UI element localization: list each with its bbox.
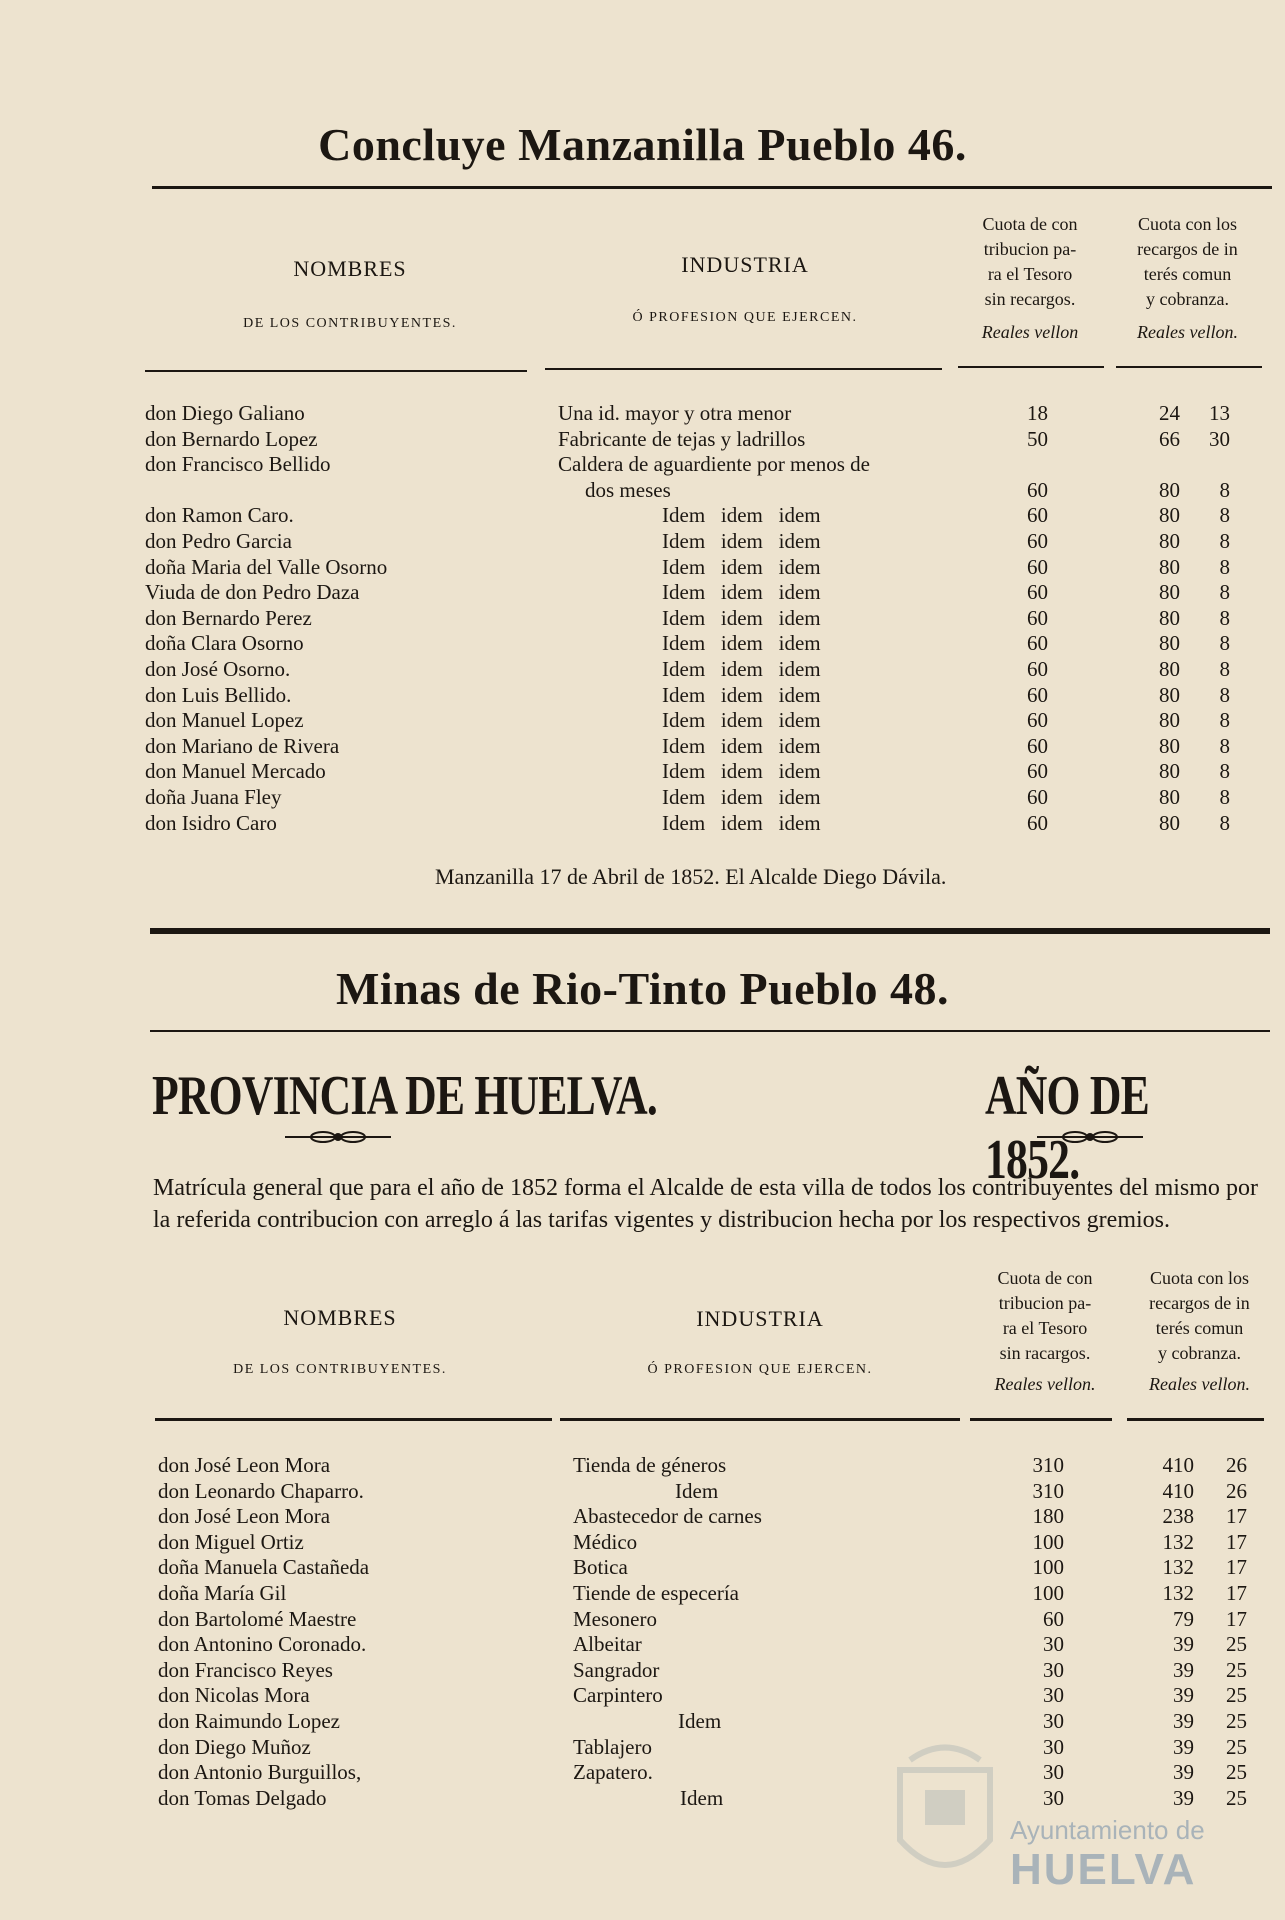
contributor-name: doña Maria del Valle Osorno — [145, 554, 388, 579]
table-row — [0, 1555, 1285, 1580]
quota2-fraction: 25 — [1226, 1657, 1247, 1682]
contributor-name: doña María Gil — [158, 1581, 287, 1605]
quota2-line: y cobranza. — [1158, 1343, 1241, 1363]
quota2-value: 80 — [1159, 554, 1180, 579]
quota1-value: 30 — [1043, 1657, 1064, 1682]
industry-cell: Tiende de especería — [573, 1581, 739, 1605]
contributor-name: don Antonino Coronado. — [158, 1632, 367, 1657]
industry-cell: Botica — [573, 1555, 628, 1580]
quota2-value: 39 — [1173, 1709, 1194, 1733]
industry-cell: Idem — [680, 1785, 724, 1810]
industry-cell: Una id. mayor y otra menor — [558, 401, 792, 425]
contributor-name: don Antonio Burguillos, — [158, 1760, 362, 1785]
contributor-name: don Mariano de Rivera — [145, 733, 340, 758]
quota2-value: 80 — [1159, 529, 1180, 553]
quota1-value: 60 — [1027, 785, 1048, 809]
quota2-fraction: 8 — [1219, 708, 1230, 733]
quota2-fraction: 8 — [1219, 657, 1230, 681]
quota2-fraction: 25 — [1226, 1734, 1247, 1759]
quota1-value: 100 — [1032, 1581, 1064, 1605]
quota2-value: 80 — [1159, 785, 1180, 809]
contributor-name: doña Manuela Castañeda — [158, 1555, 370, 1580]
quota2-value: 39 — [1173, 1632, 1194, 1657]
quota2-value: 80 — [1159, 477, 1180, 502]
title-rule — [150, 1030, 1270, 1032]
contributor-name: don Bernardo Lopez — [145, 426, 318, 451]
quota1-value: 310 — [1032, 1453, 1064, 1477]
industry-cell: Idem — [675, 1478, 719, 1503]
names-header: NOMBRES — [283, 1305, 397, 1330]
table-row — [0, 1658, 1285, 1683]
quota2-fraction: 8 — [1219, 733, 1230, 758]
contributor-name: don Raimundo Lopez — [158, 1709, 340, 1733]
table-row — [0, 555, 1285, 580]
ornament-icon — [1035, 1130, 1145, 1144]
quota2-fraction: 25 — [1226, 1760, 1247, 1785]
quota2-fraction: 8 — [1219, 477, 1230, 502]
quota1-header — [960, 212, 1100, 345]
table-row — [0, 734, 1285, 759]
quota1-value: 60 — [1027, 554, 1048, 579]
watermark-line1: Ayuntamiento de — [1010, 1815, 1205, 1845]
quota1-value: 60 — [1027, 657, 1048, 681]
quota2-fraction: 17 — [1226, 1529, 1247, 1554]
quota1-line: ra el Tesoro — [1002, 1318, 1088, 1338]
names-subheader: DE LOS CONTRIBUYENTES. — [243, 316, 457, 331]
contributor-name: doña Clara Osorno — [145, 631, 304, 656]
quota1-value: 60 — [1027, 682, 1048, 707]
industry-cell: Caldera de aguardiente por menos de — [558, 452, 870, 477]
contributor-name: don Bartolomé Maestre — [158, 1606, 357, 1631]
industry-cell: Idem idem idem — [662, 682, 821, 707]
quota1-line: Cuota de con — [982, 214, 1078, 234]
table-row — [0, 1607, 1285, 1632]
quota1-line: sin recargos. — [984, 289, 1076, 309]
quota1-value: 30 — [1043, 1785, 1064, 1810]
contributor-name: don Bernardo Perez — [145, 605, 312, 630]
quota1-unit: Reales vellon. — [994, 1374, 1096, 1394]
quota2-value: 132 — [1162, 1555, 1194, 1580]
contributor-name: don José Osorno. — [145, 657, 291, 681]
header-rule — [1127, 1418, 1264, 1421]
quota2-value: 79 — [1173, 1606, 1194, 1631]
quota1-line: tribucion pa- — [983, 239, 1077, 259]
quota2-line: terés comun — [1143, 264, 1232, 284]
industry-cell: Mesonero — [573, 1606, 657, 1631]
contributor-name: don Leonardo Chaparro. — [158, 1478, 364, 1503]
header-rule — [545, 368, 942, 370]
table-row — [0, 785, 1285, 810]
contributor-name: don Ramon Caro. — [145, 503, 294, 528]
industry-cell: Tienda de géneros — [573, 1453, 727, 1477]
province-heading: PROVINCIA DE HUELVA. — [152, 1065, 658, 1127]
header-rule — [1116, 366, 1262, 368]
quota1-value: 100 — [1032, 1529, 1064, 1554]
quota1-value: 60 — [1027, 580, 1048, 605]
table-row — [0, 631, 1285, 656]
ornament-icon — [283, 1130, 393, 1144]
quota2-header — [1127, 1266, 1272, 1397]
industry-cell: Idem idem idem — [662, 733, 821, 758]
quota1-value: 18 — [1027, 401, 1048, 425]
industry-cell: Idem idem idem — [662, 529, 821, 553]
contributor-name: don José Leon Mora — [158, 1453, 331, 1477]
quota2-value: 132 — [1162, 1581, 1194, 1605]
quota2-line: y cobranza. — [1146, 289, 1229, 309]
quota2-fraction: 25 — [1226, 1683, 1247, 1708]
quota1-value: 30 — [1043, 1683, 1064, 1708]
header-rule — [958, 366, 1104, 368]
quota1-value: 60 — [1027, 810, 1048, 835]
contributor-name: don Isidro Caro — [145, 810, 277, 835]
quota2-fraction: 8 — [1219, 580, 1230, 605]
quota2-fraction: 25 — [1226, 1785, 1247, 1810]
quota2-value: 80 — [1159, 631, 1180, 656]
quota1-value: 60 — [1027, 708, 1048, 733]
contributor-name: Viuda de don Pedro Daza — [145, 580, 360, 605]
quota1-value: 60 — [1043, 1606, 1064, 1631]
contributor-name: don Manuel Lopez — [145, 708, 304, 733]
quota2-fraction: 8 — [1219, 529, 1230, 553]
industry-subheader: Ó PROFESION QUE EJERCEN. — [647, 1362, 873, 1377]
quota2-value: 132 — [1162, 1529, 1194, 1554]
quota1-value: 310 — [1032, 1478, 1064, 1503]
table-row — [0, 503, 1285, 528]
quota1-value: 30 — [1043, 1760, 1064, 1785]
quota2-fraction: 8 — [1219, 810, 1230, 835]
contributor-name: don Diego Galiano — [145, 401, 305, 425]
quota1-header — [975, 1266, 1115, 1397]
quota1-value: 60 — [1027, 631, 1048, 656]
table-row — [0, 529, 1285, 554]
section1-title: Concluye Manzanilla Pueblo 46. — [318, 119, 967, 170]
table-row — [0, 1453, 1285, 1478]
table-row — [0, 657, 1285, 682]
quota1-line: Cuota de con — [997, 1268, 1093, 1288]
contributor-name: don Tomas Delgado — [158, 1785, 327, 1810]
industry-cell: Idem idem idem — [662, 503, 821, 528]
quota2-value: 80 — [1159, 708, 1180, 733]
quota1-line: tribucion pa- — [998, 1293, 1092, 1313]
year-heading: AÑO DE 1852. — [985, 1065, 1149, 1191]
quota2-value: 39 — [1173, 1683, 1194, 1708]
contributor-name: don José Leon Mora — [158, 1504, 331, 1529]
industry-cell: Idem idem idem — [662, 810, 821, 835]
header-rule — [145, 370, 527, 372]
contributor-name: don Nicolas Mora — [158, 1683, 310, 1708]
header-rule — [155, 1418, 552, 1421]
table-row — [0, 401, 1285, 426]
section2-title: Minas de Rio-Tinto Pueblo 48. — [336, 963, 949, 1014]
contributor-name: don Luis Bellido. — [145, 682, 292, 707]
quota2-value: 66 — [1159, 426, 1180, 451]
section-divider — [150, 928, 1270, 934]
table-row — [0, 1581, 1285, 1606]
quota1-value: 60 — [1027, 477, 1048, 502]
industry-cell: Albeitar — [573, 1632, 642, 1657]
quota1-value: 50 — [1027, 426, 1048, 451]
industry-cell: Zapatero. — [573, 1760, 653, 1785]
table-row — [0, 478, 1285, 503]
quota1-value: 60 — [1027, 733, 1048, 758]
quota2-fraction: 8 — [1219, 759, 1230, 784]
industry-subheader: Ó PROFESION QUE EJERCEN. — [632, 310, 858, 325]
quota2-value: 80 — [1159, 733, 1180, 758]
industry-header: INDUSTRIA — [681, 252, 809, 277]
quota1-value: 30 — [1043, 1632, 1064, 1657]
quota1-value: 60 — [1027, 503, 1048, 528]
quota2-value: 80 — [1159, 759, 1180, 784]
names-subheader: DE LOS CONTRIBUYENTES. — [233, 1362, 447, 1377]
industry-header: INDUSTRIA — [696, 1306, 824, 1331]
table-row — [0, 759, 1285, 784]
quota1-line: sin racargos. — [999, 1343, 1091, 1363]
quota2-fraction: 8 — [1219, 554, 1230, 579]
table-row — [0, 1504, 1285, 1529]
industry-cell: Carpintero — [573, 1683, 663, 1708]
quota1-value: 30 — [1043, 1734, 1064, 1759]
industry-cell: Abastecedor de carnes — [573, 1504, 762, 1529]
section1-footer: Manzanilla 17 de Abril de 1852. El Alcalde Diego Dávila. — [435, 864, 947, 889]
industry-cell: Tablajero — [573, 1734, 652, 1759]
table-row — [0, 708, 1285, 733]
quota1-value: 60 — [1027, 529, 1048, 553]
quota2-fraction: 13 — [1209, 401, 1230, 425]
quota2-unit: Reales vellon. — [1137, 322, 1238, 342]
quota2-fraction: 30 — [1209, 426, 1230, 451]
quota2-value: 39 — [1173, 1657, 1194, 1682]
table-row — [0, 811, 1285, 836]
quota2-value: 39 — [1173, 1760, 1194, 1785]
quota2-fraction: 17 — [1226, 1504, 1247, 1529]
contributor-name: don Diego Muñoz — [158, 1734, 311, 1759]
industry-cell: Idem idem idem — [662, 580, 821, 605]
quota2-fraction: 26 — [1226, 1478, 1247, 1503]
quota2-value: 238 — [1162, 1504, 1194, 1529]
quota2-line: terés comun — [1155, 1318, 1244, 1338]
quota2-header — [1115, 212, 1260, 345]
names-header: NOMBRES — [293, 256, 407, 281]
quota2-fraction: 17 — [1226, 1606, 1247, 1631]
quota2-value: 410 — [1162, 1478, 1194, 1503]
contributor-name: don Pedro Garcia — [145, 529, 292, 553]
quota2-value: 80 — [1159, 810, 1180, 835]
quota1-value: 100 — [1032, 1555, 1064, 1580]
quota2-value: 24 — [1159, 401, 1180, 425]
table-row — [0, 683, 1285, 708]
quota2-line: Cuota con los — [1138, 214, 1237, 234]
table-row — [0, 452, 1285, 477]
quota2-unit: Reales vellon. — [1149, 1374, 1250, 1394]
quota2-value: 80 — [1159, 605, 1180, 630]
title-rule — [152, 186, 1272, 189]
table-row — [0, 1683, 1285, 1708]
contributor-name: don Manuel Mercado — [145, 759, 326, 784]
quota1-value: 60 — [1027, 605, 1048, 630]
industry-cell: Idem idem idem — [662, 657, 821, 681]
quota2-fraction: 25 — [1226, 1709, 1247, 1733]
quota2-fraction: 17 — [1226, 1581, 1247, 1605]
industry-cell: Sangrador — [573, 1657, 660, 1682]
header-rule — [560, 1418, 960, 1421]
industry-cell: Idem idem idem — [662, 605, 821, 630]
industry-cell: Idem idem idem — [662, 759, 821, 784]
quota2-fraction: 8 — [1219, 682, 1230, 707]
quota2-value: 39 — [1173, 1734, 1194, 1759]
industry-cell: Idem idem idem — [662, 631, 821, 656]
industry-cell: Idem — [678, 1709, 722, 1733]
quota2-fraction: 8 — [1219, 605, 1230, 630]
quota2-value: 410 — [1162, 1453, 1194, 1477]
industry-cell: Idem idem idem — [662, 785, 821, 809]
quota2-line: recargos de in — [1137, 239, 1238, 259]
table-row — [0, 1530, 1285, 1555]
table-row — [0, 1479, 1285, 1504]
quota2-fraction: 8 — [1219, 785, 1230, 809]
quota2-value: 80 — [1159, 657, 1180, 681]
contributor-name: doña Juana Fley — [145, 785, 282, 809]
contributor-name: don Francisco Bellido — [145, 452, 331, 477]
quota1-value: 60 — [1027, 759, 1048, 784]
quota1-line: ra el Tesoro — [987, 264, 1073, 284]
quota2-fraction: 8 — [1219, 631, 1230, 656]
industry-cell: Idem idem idem — [662, 554, 821, 579]
table-row — [0, 606, 1285, 631]
watermark-line2: HUELVA — [1010, 1845, 1197, 1894]
quota2-fraction: 8 — [1219, 503, 1230, 528]
industry-cell: dos meses — [585, 477, 671, 502]
header-rule — [970, 1418, 1112, 1421]
industry-cell: Fabricante de tejas y ladrillos — [558, 426, 806, 451]
table-row — [0, 427, 1285, 452]
quota1-value: 30 — [1043, 1709, 1064, 1733]
table-row — [0, 1632, 1285, 1657]
quota2-value: 80 — [1159, 580, 1180, 605]
contributor-name: don Miguel Ortiz — [158, 1529, 304, 1554]
quota2-fraction: 26 — [1226, 1453, 1247, 1477]
industry-cell: Médico — [573, 1529, 638, 1554]
table-row — [0, 580, 1285, 605]
quota2-line: Cuota con los — [1150, 1268, 1249, 1288]
intro-paragraph: Matrícula general que para el año de 1852 forma el Alcalde de esta villa de todos los contribuyentes del mismo por la referida contribucion con arreglo á las tarifas vigentes y distribucion hecha por los respectivos gremios. — [153, 1175, 1258, 1233]
quota2-value: 80 — [1159, 503, 1180, 528]
quota1-value: 180 — [1032, 1504, 1064, 1529]
contributor-name: don Francisco Reyes — [158, 1657, 333, 1682]
industry-cell: Idem idem idem — [662, 708, 821, 733]
quota1-unit: Reales vellon — [981, 322, 1079, 342]
quota2-value: 80 — [1159, 682, 1180, 707]
quota2-fraction: 17 — [1226, 1555, 1247, 1580]
quota2-fraction: 25 — [1226, 1632, 1247, 1657]
quota2-line: recargos de in — [1149, 1293, 1250, 1313]
quota2-value: 39 — [1173, 1785, 1194, 1810]
